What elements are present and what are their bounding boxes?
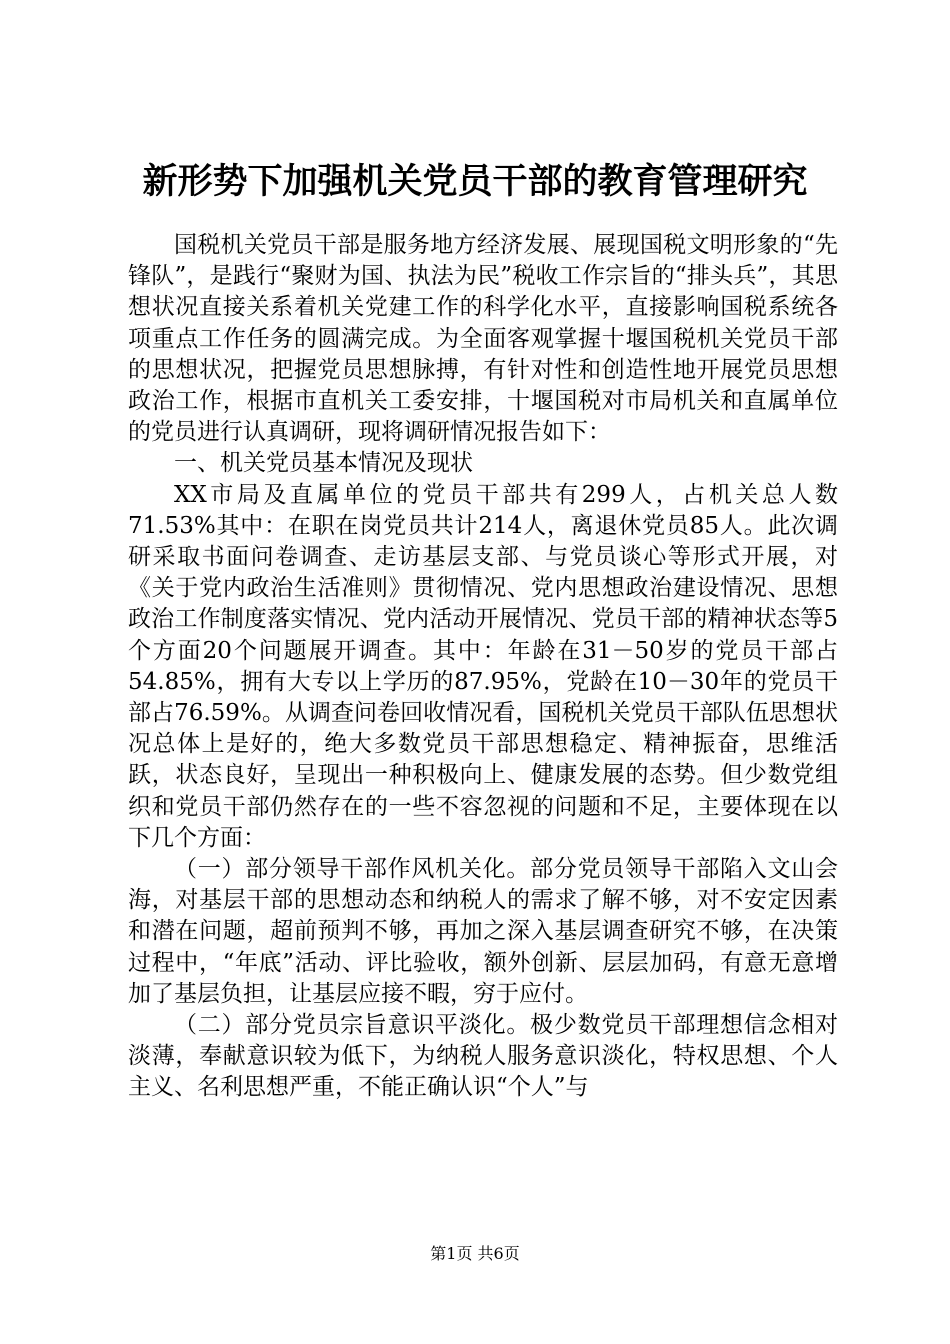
document-body xyxy=(128,230,838,1104)
intro-paragraph: 国税机关党员干部是服务地方经济发展、展现国税文明形象的“先锋队”，是践行“聚财为国、执法为民”税收工作宗旨的“排头兵”，其思想状况直接关系着机关党建工作的科学化水平，直接影响国税系统各项重点工作任务的圆满完成。为全面客观掌握十堰国税机关党员干部的思想状况，把握党员思想脉搏，有针对性和创造性地开展党员思想政治工作，根据市直机关工委安排，十堰国税对市局机关和直属单位的党员进行认真调研，现将调研情况报告如下： xyxy=(128,232,838,446)
page-number-footer: 第1页 共6页 xyxy=(430,1244,520,1263)
document-title: 新形势下加强机关党员干部的教育管理研究 xyxy=(142,161,808,202)
situation-paragraph: XX市局及直属单位的党员干部共有299人，占机关总人数71.53%其中：在职在岗党员共计214人，离退休党员85人。此次调研采取书面问卷调查、走访基层支部、与党员谈心等形式开展，对《关于党内政治生活准则》贯彻情况、党内思想政治建设情况、思想政治工作制度落实情况、党内活动开展情况、党员干部的精神状态等5个方面20个问题展开调查。其中：年龄在31－50岁的党员干部占54.85%，拥有大专以上学历的87.95%，党龄在10－30年的党员干部占76.59%。从调查问卷回收情况看，国税机关党员干部队伍思想状况总体上是好的，绝大多数党员干部思想稳定、精神振奋，思维活跃，状态良好，呈现出一种积极向上、健康发展的态势。但少数党组织和党员干部仍然存在的一些不容忽视的问题和不足，主要体现在以下几个方面： xyxy=(128,481,838,851)
section-heading: 一、机关党员基本情况及现状 xyxy=(174,450,473,477)
issue-1-paragraph: （一）部分领导干部作风机关化。部分党员领导干部陷入文山会海，对基层干部的思想动态和纳税人的需求了解不够，对不安定因素和潜在问题，超前预判不够，再加之深入基层调查研究不够，在决策过程中，“年底”活动、评比验收，额外创新、层层加码，有意无意增加了基层负担，让基层应接不暇，穷于应付。 xyxy=(128,856,838,1007)
issue-2-paragraph: （二）部分党员宗旨意识平淡化。极少数党员干部理想信念相对淡薄，奉献意识较为低下，为纳税人服务意识淡化，特权思想、个人主义、名利思想严重，不能正确认识“个人”与 xyxy=(128,1012,838,1101)
